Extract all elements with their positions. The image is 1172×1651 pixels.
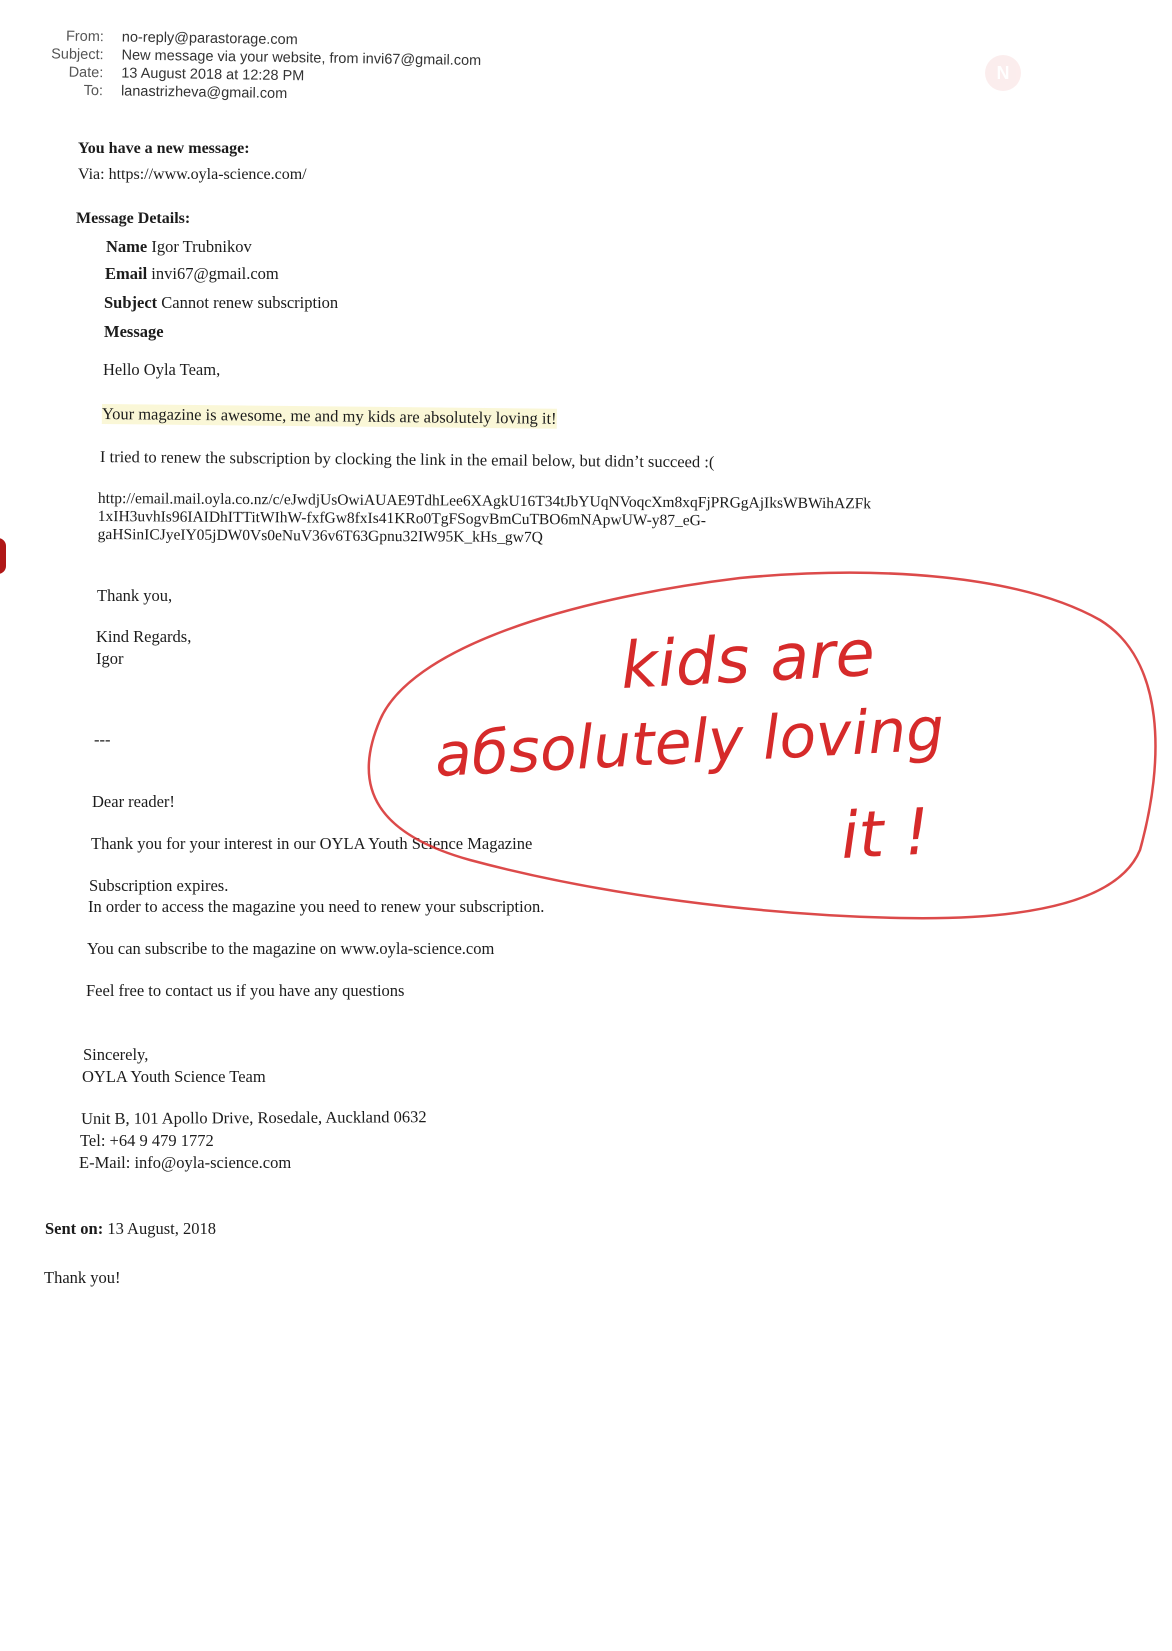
stamp-icon: N [985, 55, 1021, 91]
interest-line: Thank you for your interest in our OYLA Youth Science Magazine [91, 834, 533, 853]
handwriting-line-3: it ! [838, 795, 932, 874]
renew-line: In order to access the magazine you need to renew your subscription. [88, 897, 545, 916]
link-line: 1xIH3uvhIs96IAIDhITTitWIhW-fxfGw8fxIs41KRo0TgFSogvBmCuTBO6mNApwUW-y87_eG- [97, 507, 707, 530]
separator: --- [94, 730, 111, 749]
handwriting-line-1: kids are [618, 616, 877, 704]
subject-detail-label: Subject [104, 293, 158, 312]
link-line: http://email.mail.oyla.co.nz/c/eJwdjUsOwiAUAE9TdhLee6XAgkU16T34tJbYUqNVoqcXm8xqFjPRGgAjIksWBWihAZFk [97, 490, 872, 513]
message-label: Message [104, 322, 164, 341]
from-label: From: [65, 28, 104, 46]
salutation: Dear reader! [92, 792, 175, 811]
details-heading: Message Details: [76, 210, 191, 227]
greeting: Hello Oyla Team, [103, 360, 221, 379]
email-label: Email [105, 264, 148, 283]
from-value: no-reply@parastorage.com [121, 29, 298, 49]
thanks-line: Thank you, [97, 586, 173, 605]
tel-line: Tel: +64 9 479 1772 [80, 1131, 214, 1150]
date-value: 13 August 2018 at 12:28 PM [121, 65, 305, 85]
address-line: Unit B, 101 Apollo Drive, Rosedale, Auckland 0632 [81, 1107, 427, 1128]
link-line: gaHSinICJyeIY05jDW0Vs0eNuV36v6T63Gpnu32IW95K_kHs_gw7Q [97, 525, 543, 547]
praise-line: Your magazine is awesome, me and my kids are absolutely loving it! [101, 404, 557, 428]
via-line: Via: https://www.oyla-science.com/ [78, 166, 307, 183]
subject-value: New message via your website, from invi67@gmail.com [121, 47, 482, 70]
reply-email-line: E-Mail: info@oyla-science.com [79, 1153, 292, 1172]
sincerely-line: Sincerely, [83, 1045, 149, 1064]
new-message-heading: You have a new message: [78, 140, 250, 157]
sent-label: Sent on: [45, 1219, 104, 1238]
to-value: lanastrizheva@gmail.com [120, 83, 288, 103]
sent-date: 13 August, 2018 [107, 1219, 216, 1238]
signature-line: Igor [96, 649, 124, 668]
name-label: Name [106, 237, 148, 256]
handwriting-line-2: aбsolutely loving [433, 694, 946, 791]
email-value: invi67@gmail.com [151, 264, 279, 283]
subject-label: Subject: [51, 46, 104, 64]
date-label: Date: [68, 64, 104, 82]
problem-line: I tried to renew the subscription by clocking the link in the email below, but didn’t succeed :( [99, 447, 715, 472]
thank-you-line: Thank you! [44, 1268, 121, 1287]
team-line: OYLA Youth Science Team [82, 1067, 266, 1086]
subscribe-line: You can subscribe to the magazine on www.oyla-science.com [87, 939, 495, 958]
contact-line: Feel free to contact us if you have any questions [86, 981, 405, 1000]
regards-line: Kind Regards, [96, 627, 192, 646]
expires-line: Subscription expires. [89, 876, 229, 895]
subject-detail-value: Cannot renew subscription [161, 293, 339, 312]
to-label: To: [83, 82, 104, 100]
name-value: Igor Trubnikov [151, 237, 252, 256]
